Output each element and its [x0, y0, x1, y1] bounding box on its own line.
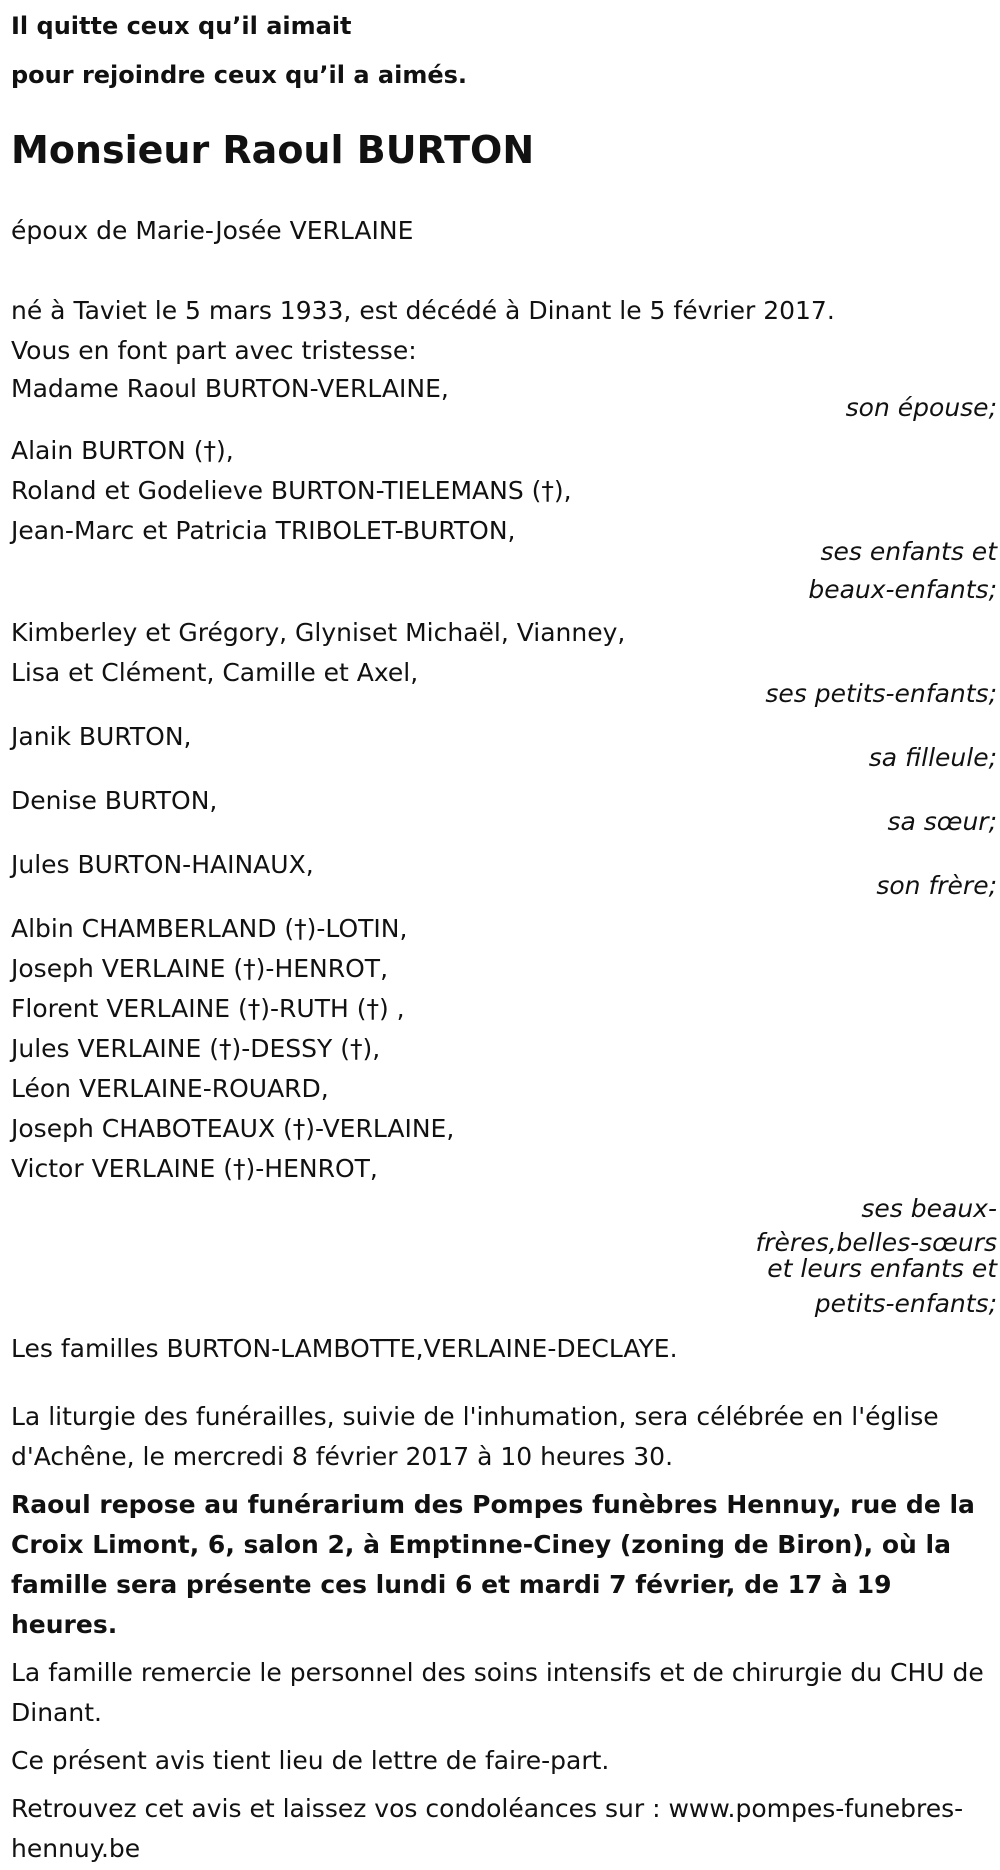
family-name: Denise BURTON, [11, 786, 218, 815]
family-group-children [11, 431, 997, 609]
relation-label: son frère; [876, 871, 997, 900]
spouse-line: époux de Marie-Josée VERLAINE [11, 216, 414, 245]
family-name: Janik BURTON, [11, 722, 192, 751]
family-group-sister [11, 781, 997, 841]
epigraph [11, 0, 997, 100]
family-name: Jules BURTON-HAINAUX, [11, 850, 314, 879]
obituary-notice [11, 0, 997, 1869]
relation-label: ses enfants et [820, 537, 997, 566]
family-group-goddaughter [11, 717, 997, 777]
relation-label: sa sœur; [887, 807, 997, 836]
birth-death-line: né à Taviet le 5 mars 1933, est décédé à Dinant le 5 février 2017. [11, 296, 835, 325]
family-group-brother [11, 845, 997, 905]
family-name: Léon VERLAINE-ROUARD, [11, 1074, 329, 1103]
family-group-grandchildren [11, 613, 997, 713]
families-line: Les familles BURTON-LAMBOTTE,VERLAINE-DECLAYE. [11, 1334, 678, 1363]
relation-label: et leurs enfants et [767, 1254, 997, 1283]
family-name: Albin CHAMBERLAND (†)-LOTIN, [11, 914, 408, 943]
notice-paragraph: Ce présent avis tient lieu de lettre de faire-part. [11, 1746, 610, 1775]
family-name: Roland et Godelieve BURTON-TIELEMANS (†), [11, 476, 572, 505]
funerarium-paragraph: Raoul repose au funérarium des Pompes funèbres Hennuy, rue de la Croix Limont, 6, salon 2, à Emptinne-Ciney (zoning de Biron), où la famille sera présente ces lundi 6 et mardi 7 février, de 17 à 19 heures. [11, 1490, 975, 1639]
family-name: Jean-Marc et Patricia TRIBOLET-BURTON, [11, 516, 516, 545]
family-name: Joseph CHABOTEAUX (†)-VERLAINE, [11, 1114, 455, 1143]
family-group-spouse [11, 369, 997, 427]
relation-label: sa filleule; [868, 743, 997, 772]
family-name: Lisa et Clément, Camille et Axel, [11, 658, 419, 687]
family-name: Florent VERLAINE (†)-RUTH (†) , [11, 994, 405, 1023]
liturgy-paragraph: La liturgie des funérailles, suivie de l'inhumation, sera célébrée en l'église d'Achêne, le mercredi 8 février 2017 à 10 heures 30. [11, 1402, 939, 1471]
family-name: Jules VERLAINE (†)-DESSY (†), [11, 1034, 381, 1063]
relation-label: ses beaux- [861, 1194, 997, 1223]
relation-label: petits-enfants; [814, 1289, 997, 1318]
relation-label: ses petits-enfants; [765, 679, 997, 708]
thanks-paragraph: La famille remercie le personnel des soins intensifs et de chirurgie du CHU de Dinant. [11, 1658, 984, 1727]
epigraph-line: pour rejoindre ceux qu’il a aimés. [11, 61, 468, 89]
family-name: Madame Raoul BURTON-VERLAINE, [11, 374, 449, 403]
relation-label: beaux-enfants; [808, 575, 997, 604]
epigraph-line: Il quitte ceux qu’il aimait [11, 12, 352, 40]
deceased-name: Monsieur Raoul BURTON [11, 128, 535, 172]
relation-label: son épouse; [845, 393, 997, 422]
family-name: Joseph VERLAINE (†)-HENROT, [11, 954, 389, 983]
family-name: Alain BURTON (†), [11, 436, 234, 465]
relation-label: frères,belles-sœurs [755, 1228, 997, 1257]
family-name: Kimberley et Grégory, Glyniset Michaël, Vianney, [11, 618, 626, 647]
announcement-intro: Vous en font part avec tristesse: [11, 336, 417, 365]
family-group-in-laws [11, 909, 997, 1327]
condolences-paragraph: Retrouvez cet avis et laissez vos condoléances sur : www.pompes-funebres-hennuy.be [11, 1794, 964, 1863]
family-name: Victor VERLAINE (†)-HENROT, [11, 1154, 378, 1183]
